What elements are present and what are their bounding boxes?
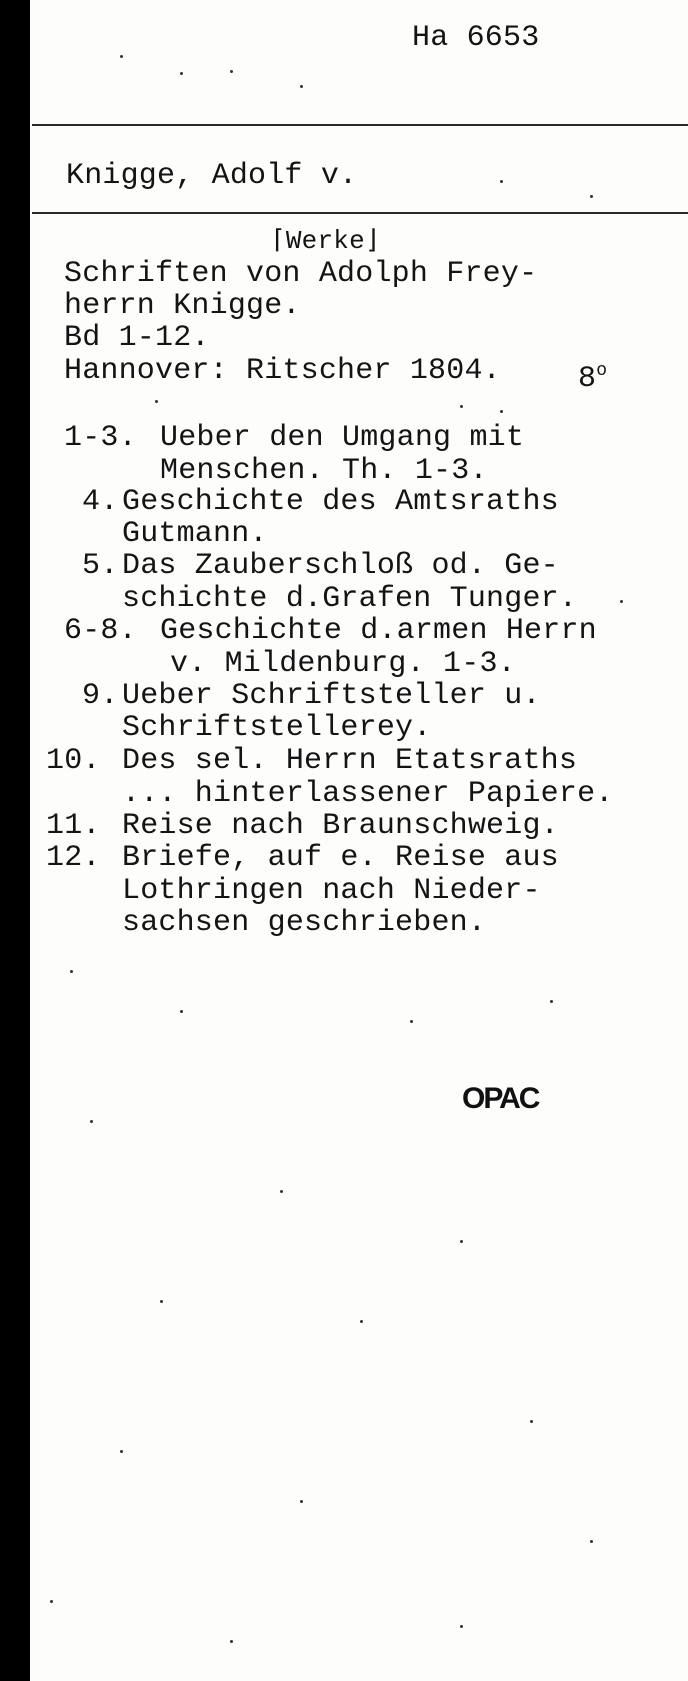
format-sup: o: [596, 361, 608, 381]
contents-num: 11.: [46, 809, 101, 843]
scan-speck: [500, 410, 503, 413]
scan-speck: [590, 195, 593, 198]
scan-speck: [460, 1240, 463, 1243]
imprint-line: Hannover: Ritscher 1804.: [64, 354, 501, 388]
contents-line: Briefe, auf e. Reise aus: [122, 841, 559, 875]
contents-line: Des sel. Herrn Etatsraths: [122, 744, 578, 778]
scan-speck: [160, 1300, 163, 1303]
contents-line: Gutmann.: [122, 517, 268, 551]
contents-line: Reise nach Braunschweig.: [122, 809, 559, 843]
scan-speck: [590, 1540, 593, 1543]
author-heading: Knigge, Adolf v.: [66, 159, 358, 193]
contents-line: Geschichte des Amtsraths: [122, 485, 559, 519]
scan-speck: [410, 1020, 413, 1023]
scan-speck: [230, 1640, 233, 1643]
scan-speck: [70, 970, 73, 973]
contents-line: Ueber Schriftsteller u.: [122, 679, 541, 713]
format-number: 8: [578, 362, 597, 396]
contents-num: 9.: [82, 679, 119, 713]
contents-line: v. Mildenburg. 1-3.: [170, 647, 516, 681]
contents-num: 5.: [82, 549, 119, 583]
contents-line: Lothringen nach Nieder-: [122, 874, 541, 908]
scan-speck: [230, 70, 233, 73]
uniform-title: ⌈Werke⌋: [270, 226, 381, 256]
contents-line: Das Zauberschloß od. Ge-: [122, 549, 559, 583]
heading-rule: [32, 212, 688, 214]
scan-speck: [360, 1320, 363, 1323]
scan-speck: [280, 1190, 283, 1193]
contents-line: sachsen geschrieben.: [122, 906, 487, 940]
contents-line: schichte d.Grafen Tunger.: [122, 582, 578, 616]
scan-speck: [90, 1120, 93, 1123]
contents-num: 10.: [46, 744, 101, 778]
contents-line: Schriftstellerey.: [122, 711, 432, 745]
scan-speck: [120, 1450, 123, 1453]
scan-speck: [120, 55, 123, 58]
scan-speck: [300, 85, 303, 88]
contents-num: 6-8.: [64, 614, 137, 648]
scan-speck: [50, 1600, 53, 1603]
scan-speck: [620, 600, 623, 603]
contents-num: 1-3.: [64, 421, 137, 455]
scan-speck: [180, 72, 183, 75]
scan-speck: [530, 1420, 533, 1423]
volumes-line: Bd 1-12.: [64, 321, 210, 355]
call-number: Ha 6653: [412, 21, 540, 55]
contents-line: Ueber den Umgang mit: [160, 421, 525, 455]
catalog-card: [30, 0, 688, 1681]
title-line-1: Schriften von Adolph Frey-: [64, 257, 538, 291]
uniform-title-text: Werke: [285, 226, 365, 256]
contents-line: Menschen. Th. 1-3.: [160, 454, 488, 488]
scan-speck: [300, 1500, 303, 1503]
top-rule: [32, 124, 688, 126]
contents-line: ... hinterlassener Papiere.: [122, 777, 614, 811]
contents-num: 12.: [46, 841, 101, 875]
scan-speck: [180, 1010, 183, 1013]
title-line-2: herrn Knigge.: [64, 289, 301, 323]
scan-speck: [155, 400, 158, 403]
scan-speck: [460, 1625, 463, 1628]
scan-speck: [460, 405, 463, 408]
opac-stamp: OPAC: [462, 1082, 539, 1115]
contents-num: 4.: [82, 485, 119, 519]
format-label: [578, 355, 607, 395]
scan-speck: [500, 180, 503, 183]
contents-line: Geschichte d.armen Herrn: [160, 614, 597, 648]
scan-speck: [550, 1000, 553, 1003]
